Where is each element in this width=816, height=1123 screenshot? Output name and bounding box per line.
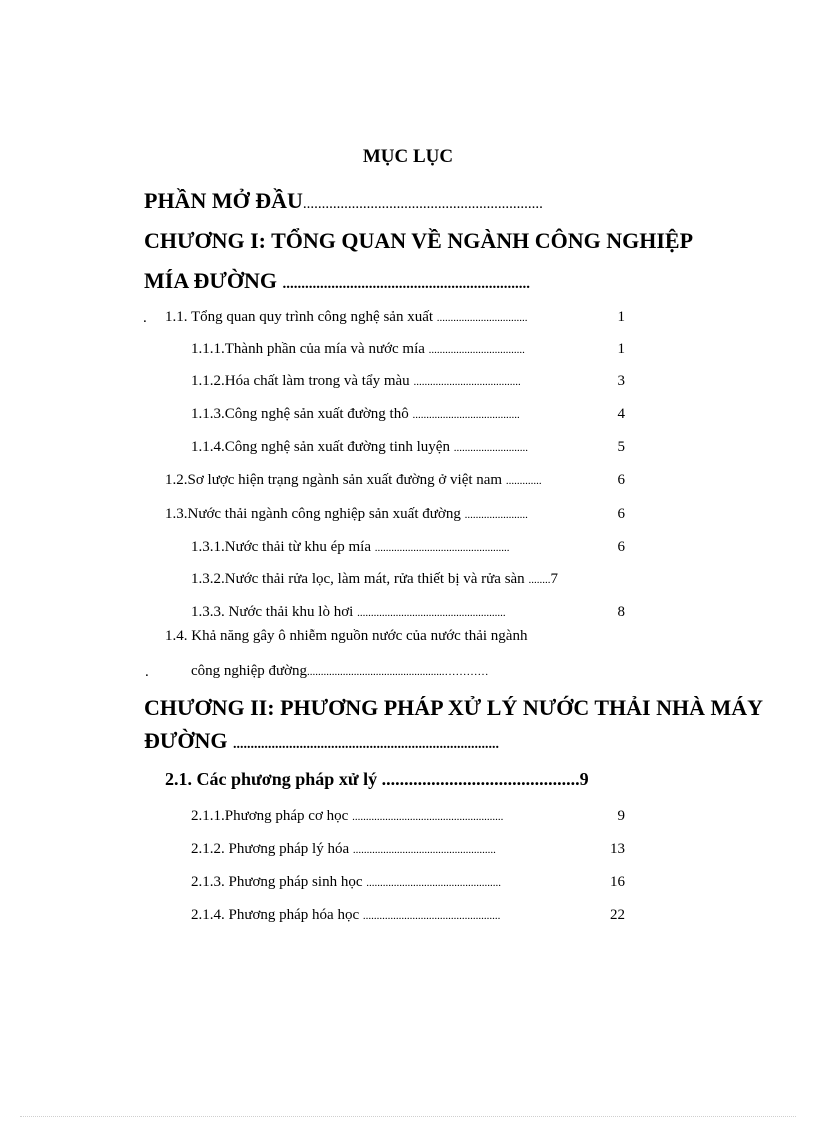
toc-page-number: 9 xyxy=(617,808,625,824)
toc-dots: ................................................. xyxy=(374,542,510,554)
toc-item-label: 1.1.4.Công nghệ sản xuất đường tinh luyện xyxy=(191,439,450,455)
toc-page-number: 1 xyxy=(617,341,625,357)
toc-page-number: 3 xyxy=(617,373,625,389)
toc-dots: ....................................................... xyxy=(352,811,504,823)
toc-item-label: 1.3.1.Nước thải từ khu ép mía xyxy=(191,539,371,555)
toc-dots: ....................................... xyxy=(412,409,520,421)
toc-item-label: 2.1.3. Phương pháp sinh học xyxy=(191,874,363,890)
toc-item-1-4[interactable] xyxy=(165,629,527,644)
toc-item-label: 1.2.Sơ lược hiện trạng ngành sản xuất đường ở việt nam xyxy=(165,472,503,488)
chapter2-title-cont: ĐƯỜNG xyxy=(144,728,228,753)
toc-intro-label: PHẦN MỞ ĐẦU xyxy=(144,188,303,213)
chapter2-title: CHƯƠNG II: PHƯƠNG PHÁP XỬ LÝ NƯỚC THẢI NHÀ MÁY xyxy=(144,695,764,720)
toc-item-1-1-1[interactable] xyxy=(191,342,525,357)
toc-dots: ................................................................ xyxy=(302,196,543,212)
toc-dots: ............. xyxy=(505,475,542,487)
toc-page-number: 7 xyxy=(550,571,558,587)
toc-item-2-1-2[interactable] xyxy=(191,842,496,857)
toc-item-1-3-2[interactable] xyxy=(191,572,558,587)
toc-item-2-1-3[interactable] xyxy=(191,875,501,890)
toc-page-number: 22 xyxy=(610,907,625,923)
toc-item-label: 1.1.1.Thành phần của mía và nước mía xyxy=(191,341,425,357)
toc-page-number: 9 xyxy=(579,769,589,789)
toc-dots: ............................................................................ xyxy=(233,737,500,752)
toc-chapter2-line2[interactable] xyxy=(144,730,499,752)
toc-intro[interactable] xyxy=(144,190,543,212)
toc-dots: ................................................. xyxy=(366,877,501,889)
toc-item-1-1[interactable] xyxy=(165,310,528,325)
toc-item-1-3-1[interactable] xyxy=(191,540,510,555)
toc-page-number: 4 xyxy=(617,406,625,422)
toc-chapter1-line2[interactable] xyxy=(144,270,530,292)
toc-chapter1-line1[interactable] xyxy=(144,230,693,252)
toc-dots: ...................................................... xyxy=(357,607,506,619)
page-border xyxy=(20,1116,796,1117)
toc-item-label: 1.3.2.Nước thải rửa lọc, làm mát, rửa thiết bị và rửa sàn xyxy=(191,571,525,587)
toc-dots: ....................................... xyxy=(413,376,521,388)
toc-item-label: 2.1.1.Phương pháp cơ học xyxy=(191,808,349,824)
toc-page-number: 8 xyxy=(617,604,625,620)
toc-page-number: 1 xyxy=(617,309,625,325)
toc-item-2-1-1[interactable] xyxy=(191,809,503,824)
toc-chapter2-line1[interactable] xyxy=(144,697,763,719)
toc-item-2-1-4[interactable] xyxy=(191,908,500,923)
chapter1-title: CHƯƠNG I: TỔNG QUAN VỀ NGÀNH CÔNG NGHIỆP xyxy=(144,228,694,253)
toc-item-label: 1.3.3. Nước thải khu lò hơi xyxy=(191,604,354,620)
toc-dots: ................................. xyxy=(436,312,528,324)
bullet-mark: . xyxy=(143,310,147,326)
toc-item-1-1-2[interactable] xyxy=(191,374,521,389)
toc-item-1-2[interactable] xyxy=(165,473,542,488)
toc-item-2-1[interactable] xyxy=(165,770,589,788)
toc-dots: ..................................................………… xyxy=(307,666,489,678)
toc-page-number: 13 xyxy=(610,841,625,857)
toc-item-label: 1.4. Khả năng gây ô nhiễm nguồn nước của nước thải ngành xyxy=(165,628,528,644)
bullet-mark: . xyxy=(145,664,149,680)
toc-item-label: 2.1.2. Phương pháp lý hóa xyxy=(191,841,350,857)
toc-dots: .................................................. xyxy=(362,910,501,922)
toc-page-number: 16 xyxy=(610,874,625,890)
toc-dots: ........................... xyxy=(453,442,528,454)
toc-dots: ............................................ xyxy=(381,769,580,789)
toc-item-label: 1.1.3.Công nghệ sản xuất đường thô xyxy=(191,406,409,422)
toc-page-number: 6 xyxy=(617,472,625,488)
toc-item-1-1-3[interactable] xyxy=(191,407,520,422)
chapter1-title-cont: MÍA ĐƯỜNG xyxy=(144,268,278,293)
toc-dots: .................................................................. xyxy=(282,276,531,292)
toc-item-label: 2.1.4. Phương pháp hóa học xyxy=(191,907,360,923)
toc-item-label: 1.1. Tổng quan quy trình công nghệ sản xuất xyxy=(165,309,434,325)
toc-item-label: 1.3.Nước thải ngành công nghiệp sản xuất đường xyxy=(165,506,461,522)
toc-item-label: 1.1.2.Hóa chất làm trong và tẩy màu xyxy=(191,373,410,389)
toc-dots: ................................... xyxy=(428,344,525,356)
toc-item-1-3-3[interactable] xyxy=(191,605,506,620)
toc-item-1-3[interactable] xyxy=(165,507,528,522)
toc-item-1-1-4[interactable] xyxy=(191,440,528,455)
toc-item-1-4-cont[interactable] xyxy=(191,664,489,679)
toc-dots: ........ xyxy=(528,574,551,586)
toc-dots: ....................... xyxy=(464,509,528,521)
toc-item-label: 2.1. Các phương pháp xử lý xyxy=(165,769,378,789)
toc-item-label: công nghiệp đường xyxy=(191,663,308,679)
toc-page-number: 6 xyxy=(617,506,625,522)
page-title: MỤC LỤC xyxy=(362,146,454,167)
toc-page-number: 6 xyxy=(617,539,625,555)
toc-dots: .................................................... xyxy=(352,844,496,856)
toc-page-number: 5 xyxy=(617,439,625,455)
